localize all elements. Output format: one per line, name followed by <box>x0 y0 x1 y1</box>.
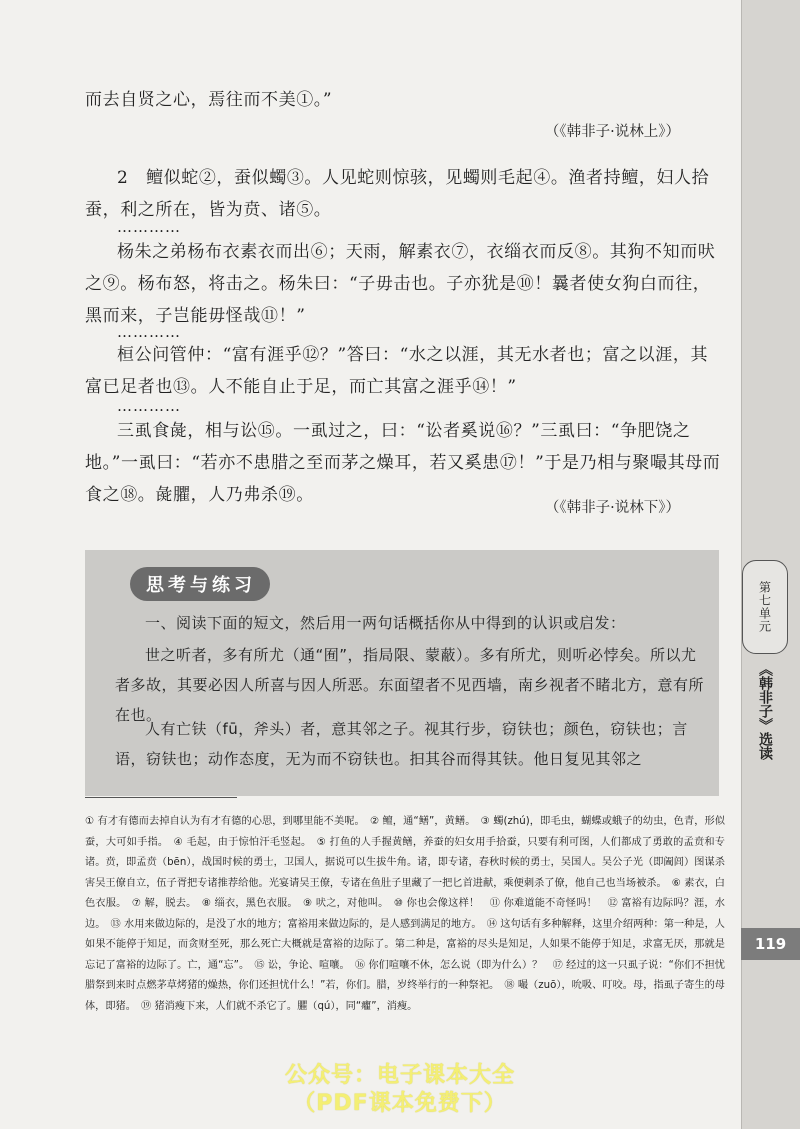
excerpt2-paragraph-3: 桓公问管仲：“富有涯乎⑫？”答曰：“水之以涯，其无水者也；富之以涯，其富已足者也⑬。人不能自止于足，而亡其富之涯乎⑭！” <box>85 345 709 397</box>
excerpt2-paragraph-2: 杨朱之弟杨布衣素衣而出⑥；天雨，解素衣⑦，衣缁衣而反⑧。其狗不知而吠之⑨。杨布怒，将击之。杨朱曰：“子毋击也。子亦犹是⑩！曩者使女狗白而往，黑而来，子岂能毋怪哉⑪！” <box>85 242 716 326</box>
exercise-text-1: 世之听者，多有所尤（通“囿”，指局限、蒙蔽）。多有所尤，则听必悖矣。所以尤者多故，其要必因人所喜与因人所恶。东面望者不见西墙，南乡视者不睹北方，意有所在也。 <box>115 646 705 724</box>
excerpt2-paragraph-1: 2 鳣似蛇②，蚕似蠋③。人见蛇则惊骇，见蠋则毛起④。渔者持鳣，妇人拾蚕，利之所在，皆为贲、诸⑤。 <box>85 168 710 220</box>
exercise-box <box>85 550 719 796</box>
page-number: 119 <box>741 928 800 960</box>
watermark-line-2: （PDF课本免费下） <box>293 1091 507 1116</box>
footnote-divider <box>85 797 237 798</box>
excerpt2-paragraph-4: 三虱食彘，相与讼⑮。一虱过之，曰：“讼者奚说⑯？”三虱曰：“争肥饶之地。”一虱曰：“若亦不患腊之至而茅之燥耳，若又奚患⑰！”于是乃相与聚嘬其母而食之⑱。彘臞，人乃弗杀⑲。 <box>85 421 721 505</box>
ellipsis-2: ………… <box>117 323 181 341</box>
unit-label: 第七单元 <box>742 560 788 654</box>
footnotes: ① 有才有德而去掉自认为有才有德的心思，到哪里能不美呢。 ② 鳣，通“鳝”，黄鳝。 ③ 蠋(zhú)，即毛虫，蝴蝶或蛾子的幼虫，色青，形似蚕，大可如手指。 ④ 毛起，由于惊怕汗毛竖起。 ⑤ 打鱼的人手握黄鳝，养蚕的妇女用手拾蚕，只要有利可图，人们都成了勇敢的孟贲和专诸。贲，即孟贲（bēn），战国时候的勇士，卫国人，据说可以生拔牛角。诸，即专诸，春秋时候的勇士，吴国人。吴公子光（即阖闾）图谋杀害吴王僚自立，伍子胥把专诸推荐给他。光宴请吴王僚，专诸在鱼肚子里藏了一把匕首进献，乘便刺杀了僚，他自己也当场被杀。 ⑥ 素衣，白色衣服。 ⑦ 解，脱去。 ⑧ 缁衣，黑色衣服。 ⑨ 吠之，对他叫。 ⑩ 你也会像这样！ ⑪ 你难道能不奇怪吗！ ⑫ 富裕有边际吗？涯，水边。 ⑬ 水用来做边际的，是没了水的地方；富裕用来做边际的，是人感到满足的地方。 ⑭ 这句话有多种解释，这里介绍两种：第一种是，人如果不能停于知足，而贪财至死，那么死亡大概就是富裕的边际了。第二种是，富裕的尽头是知足，人如果不能停于知足，求富无厌，那就是忘记了富裕的边际了。亡，通“忘”。 ⑮ 讼，争论、喧嚷。 ⑯ 你们喧嚷不休，怎么说（即为什么）？ ⑰ 经过的这一只虱子说：“你们不担忧腊祭到来时点燃茅草烤猪的燥热，你们还担忧什么！”若，你们。腊，岁终举行的一种祭祀。 ⑱ 嘬（zuō），吮吸、叮咬。母，指虱子寄生的母体，即猪。 ⑲ 猪消瘦下来，人们就不杀它了。臞（qú），同“癯”，消瘦。 <box>85 816 725 1012</box>
exercise-header <box>130 568 270 600</box>
excerpt1-closing-text: 而去自贤之心，焉往而不美①。” <box>85 90 333 110</box>
ellipsis-1: ………… <box>117 218 181 236</box>
exercise-question-1: 一、阅读下面的短文，然后用一两句话概括你从中得到的认识或启发： <box>145 614 626 632</box>
excerpt2-source: （《韩非子·说林下》） <box>544 500 680 516</box>
exercise-text-2: 人有亡𫓧（fū，斧头）者，意其邻之子。视其行步，窃𫓧也；颜色，窃𫓧也；言语，窃𫓧也；动作态度，无为而不窃𫓧也。抇其谷而得其𫓧。他日复见其邻之 <box>115 720 688 768</box>
ellipsis-3: ………… <box>117 397 181 415</box>
excerpt1-source: （《韩非子·说林上》） <box>544 124 680 140</box>
watermark-line-1: 公众号：电子课本大全 <box>284 1063 515 1088</box>
exercise-title: 思考与练习 <box>130 567 270 601</box>
book-label: 《韩非子》选读 <box>757 662 773 760</box>
